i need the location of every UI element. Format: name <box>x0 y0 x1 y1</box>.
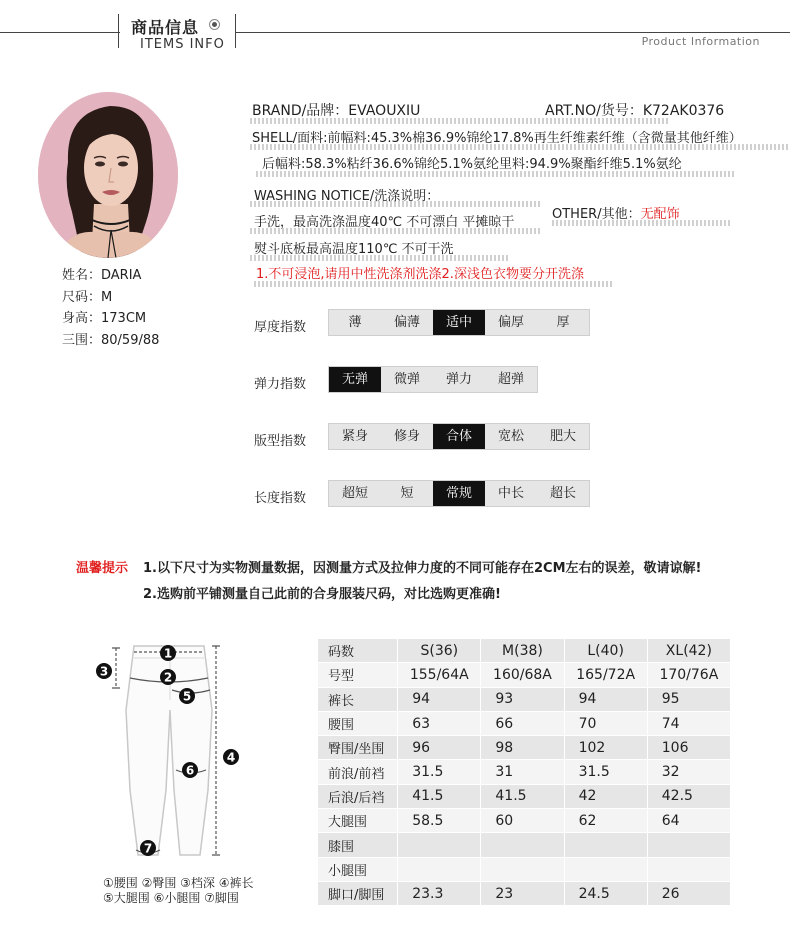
header-rule-right <box>236 32 790 33</box>
marker-7 <box>140 840 156 856</box>
table-cell: 58.5 <box>398 809 481 833</box>
table-row <box>318 809 731 833</box>
table-cell: 102 <box>564 736 647 760</box>
table-cell: 170/76A <box>647 663 730 687</box>
table-row <box>318 857 731 881</box>
table-cell: 31.5 <box>398 760 481 784</box>
table-cell: 74 <box>647 711 730 735</box>
elasticity-option-selected: 无弹 <box>329 367 381 392</box>
table-row <box>318 760 731 784</box>
length-option-selected: 常规 <box>433 481 485 506</box>
table-cell: 31.5 <box>564 760 647 784</box>
legend-line-1: ①腰围 ②臀围 ③档深 ④裤长 <box>103 876 254 890</box>
marker-3 <box>96 663 112 679</box>
table-row-label: 大腿围 <box>318 809 398 833</box>
fit-option: 肥大 <box>549 429 576 444</box>
washing-line-2: 熨斗底板最高温度110℃ 不可干洗 <box>254 242 454 257</box>
length-option: 超长 <box>549 486 576 501</box>
table-cell: 60 <box>481 809 564 833</box>
table-row <box>318 687 731 711</box>
notice-line-2: 2.选购前平铺测量自己此前的合身服装尺码，对比选购更准确! <box>143 587 501 602</box>
table-cell <box>481 857 564 881</box>
table-cell: 64 <box>647 809 730 833</box>
svg-text:4: 4 <box>226 750 236 765</box>
table-cell: 94 <box>564 687 647 711</box>
table-cell: 26 <box>647 881 730 905</box>
fit-index <box>328 423 590 450</box>
table-row-label: 小腿围 <box>318 857 398 881</box>
other-value: 无配饰 <box>640 207 680 222</box>
model-measurements: 三围：80/59/88 <box>62 332 160 348</box>
table-row-label: 码数 <box>318 639 398 663</box>
model-height: 身高：173CM <box>62 311 147 326</box>
thickness-option: 偏薄 <box>393 315 420 330</box>
header-rule-left <box>0 32 120 33</box>
art-no-text: ART.NO/货号：K72AK0376 <box>545 103 725 119</box>
table-cell: 23 <box>481 881 564 905</box>
shell-text: SHELL/面料:前幅料:45.3%棉36.9%锦纶17.8%再生纤维素纤维（含微量其他纤维） <box>252 131 742 146</box>
header-divider <box>118 14 119 48</box>
table-row <box>318 663 731 687</box>
table-cell: 42.5 <box>647 784 730 808</box>
elasticity-option: 超弹 <box>497 372 524 387</box>
thickness-option-selected: 适中 <box>433 310 485 335</box>
model-info <box>62 265 159 351</box>
length-index <box>328 480 590 507</box>
table-cell: 94 <box>398 687 481 711</box>
table-cell: M(38) <box>481 639 564 663</box>
elasticity-option: 微弹 <box>393 372 420 387</box>
table-cell: 96 <box>398 736 481 760</box>
thickness-index-label: 厚度指数 <box>254 320 307 335</box>
washing-line-1: 手洗，最高洗涤温度40℃ 不可漂白 平摊晾干 <box>254 215 515 230</box>
table-cell: 62 <box>564 809 647 833</box>
table-row-label: 号型 <box>318 663 398 687</box>
table-cell: 31 <box>481 760 564 784</box>
size-table <box>317 638 731 906</box>
washing-notice-title: WASHING NOTICE/洗涤说明： <box>254 189 440 204</box>
marker-5 <box>179 688 195 704</box>
table-row-label: 腰围 <box>318 711 398 735</box>
elasticity-option: 弹力 <box>445 372 472 387</box>
table-cell: 70 <box>564 711 647 735</box>
warning-text: 1.不可浸泡,请用中性洗涤剂洗涤2.深浅色衣物要分开洗涤 <box>256 267 584 282</box>
table-cell <box>647 833 730 857</box>
svg-text:7: 7 <box>143 841 153 856</box>
svg-text:1: 1 <box>163 646 173 661</box>
fit-option-selected: 合体 <box>433 424 485 449</box>
brand-text: BRAND/品牌：EVAOUXIU <box>252 103 421 119</box>
other-text <box>552 203 680 222</box>
fit-index-label: 版型指数 <box>254 434 307 449</box>
table-row-label: 膝围 <box>318 833 398 857</box>
table-row-label: 裤长 <box>318 687 398 711</box>
length-option: 中长 <box>497 486 524 501</box>
table-row-label: 臀围/坐围 <box>318 736 398 760</box>
legend-line-2: ⑤大腿围 ⑥小腿围 ⑦脚围 <box>103 891 239 905</box>
table-cell: 95 <box>647 687 730 711</box>
table-row <box>318 736 731 760</box>
thickness-option: 薄 <box>348 315 362 330</box>
thickness-option: 厚 <box>556 315 570 330</box>
svg-text:6: 6 <box>185 763 195 778</box>
model-name: 姓名：DARIA <box>62 268 142 283</box>
length-option: 短 <box>400 486 414 501</box>
pants-measurement-diagram <box>94 640 254 870</box>
table-cell: XL(42) <box>647 639 730 663</box>
model-size: 尺码：M <box>62 289 113 305</box>
marker-4 <box>223 749 239 765</box>
table-cell: 42 <box>564 784 647 808</box>
shell-back-text: 后幅料:58.3%粘纤36.6%锦纶5.1%氨纶里料:94.9%聚酯纤维5.1%氨纶 <box>262 157 682 172</box>
diagram-legend <box>103 876 253 906</box>
notice-tag: 温馨提示 <box>76 561 129 576</box>
other-label: OTHER/其他： <box>552 207 641 222</box>
svg-text:2: 2 <box>163 670 173 685</box>
section-title: 商品信息 <box>131 18 200 37</box>
table-cell: 98 <box>481 736 564 760</box>
fit-option: 紧身 <box>341 429 368 444</box>
table-cell <box>564 857 647 881</box>
table-row-label: 后浪/后裆 <box>318 784 398 808</box>
table-row-label: 前浪/前裆 <box>318 760 398 784</box>
table-cell: 160/68A <box>481 663 564 687</box>
marker-2 <box>160 669 176 685</box>
table-cell: 93 <box>481 687 564 711</box>
table-cell <box>481 833 564 857</box>
elasticity-index-label: 弹力指数 <box>254 377 307 392</box>
marker-6 <box>182 762 198 778</box>
table-cell: 24.5 <box>564 881 647 905</box>
table-cell: 106 <box>647 736 730 760</box>
table-cell <box>398 833 481 857</box>
table-row-label: 脚口/脚围 <box>318 881 398 905</box>
target-icon <box>209 19 220 30</box>
table-cell: 41.5 <box>481 784 564 808</box>
header-divider <box>235 14 236 48</box>
table-cell: 41.5 <box>398 784 481 808</box>
thickness-option: 偏厚 <box>497 315 524 330</box>
table-cell: 32 <box>647 760 730 784</box>
elasticity-index <box>328 366 538 393</box>
table-cell <box>398 857 481 881</box>
section-subtitle: ITEMS INFO <box>140 37 225 52</box>
table-header-row <box>318 639 731 663</box>
table-cell: 63 <box>398 711 481 735</box>
table-cell: 66 <box>481 711 564 735</box>
table-cell: 155/64A <box>398 663 481 687</box>
length-option: 超短 <box>341 486 368 501</box>
table-row <box>318 784 731 808</box>
table-cell: L(40) <box>564 639 647 663</box>
header-english-label: Product Information <box>641 35 760 48</box>
model-photo-illustration <box>38 92 178 258</box>
length-index-label: 长度指数 <box>254 491 307 506</box>
fit-option: 宽松 <box>497 429 524 444</box>
table-row <box>318 711 731 735</box>
notice-line-1: 1.以下尺寸为实物测量数据，因测量方式及拉伸力度的不同可能存在2CM左右的误差，敬请谅解! <box>143 561 702 576</box>
thickness-index <box>328 309 590 336</box>
svg-text:5: 5 <box>182 689 192 704</box>
table-row <box>318 881 731 905</box>
table-cell: S(36) <box>398 639 481 663</box>
marker-1 <box>160 645 176 661</box>
model-portrait <box>38 92 178 258</box>
table-cell <box>564 833 647 857</box>
table-cell: 23.3 <box>398 881 481 905</box>
table-row <box>318 833 731 857</box>
svg-text:3: 3 <box>99 664 109 679</box>
table-cell: 165/72A <box>564 663 647 687</box>
table-cell <box>647 857 730 881</box>
fit-option: 修身 <box>393 429 420 444</box>
